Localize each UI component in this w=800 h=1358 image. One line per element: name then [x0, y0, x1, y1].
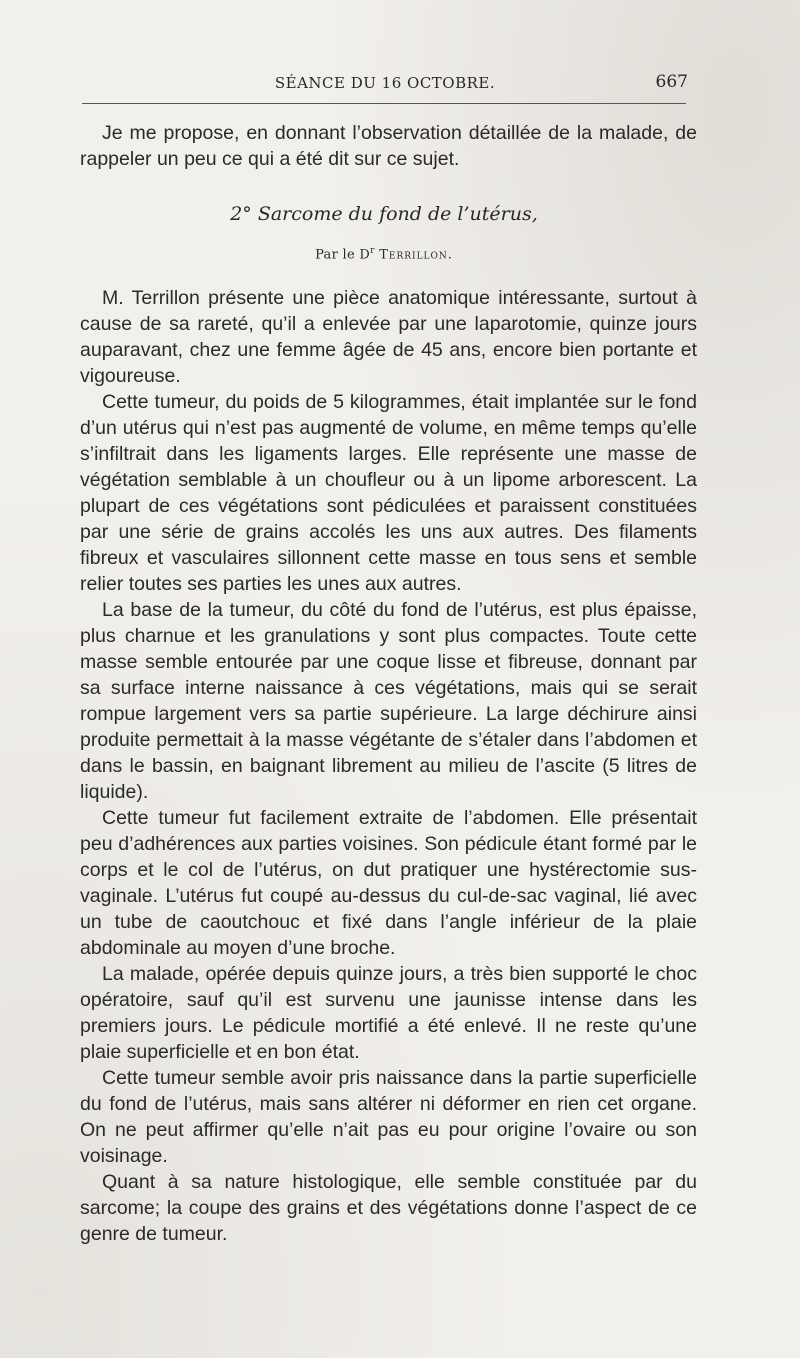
author-prefix: Par le D — [315, 247, 371, 263]
paragraph-4: Cette tumeur fut facilement extraite de l’abdomen. Elle présentait peu d’adhérences aux parties voisines. Son pédicule étant formé par le corps et le col de l’utérus, on dut pratiquer une hystérectomie sus-vaginale. L’utérus fut coupé au-dessus du cul-de-sac vaginal, lié avec un tube de caoutchouc et fixé dans l’angle inférieur de la plaie abdominale au moyen d’une broche. — [80, 807, 697, 959]
running-head — [82, 70, 688, 100]
paragraph-3: La base de la tumeur, du côté du fond de l’utérus, est plus épaisse, plus charnue et les granulations y sont plus compactes. Toute cette masse semble entourée par une coque lisse et fibreuse, donnant par sa surface interne naissance à ces végétations, mais qui se serait rompue largement vers sa partie supérieure. La large déchirure ainsi produite permettait à la masse végétante de s’étaler dans l’abdomen et dans le bassin, en baignant librement au milieu de l’ascite (5 litres de liquide). — [80, 599, 697, 803]
paragraph-1: M. Terrillon présente une pièce anatomique intéressante, surtout à cause de sa rareté, qu’il a enlevée par une laparotomie, quinze jours auparavant, chez une femme âgée de 45 ans, encore bien portante et vigoureuse. — [80, 287, 697, 387]
header-rule — [82, 103, 686, 104]
section-heading: 2° Sarcome du fond de l’utérus, — [230, 203, 538, 225]
paragraph-5: La malade, opérée depuis quinze jours, a très bien supporté le choc opératoire, sauf qu’il est survenu une jaunisse intense dans les premiers jours. Le pédicule mortifié a été enlevé. Il ne reste qu’une plaie superficielle et en bon état. — [80, 963, 697, 1063]
paragraph-2: Cette tumeur, du poids de 5 kilogrammes, était implantée sur le fond d’un utérus qui n’est pas augmenté de volume, en même temps qu’elle s’infiltrait dans les ligaments larges. Elle représente une masse de végétation semblable à un choufleur ou à un lipome arborescent. La plupart de ces végétations sont pédiculées et paraissent constituées par une série de grains accolés les uns aux autres. Des filaments fibreux et vasculaires sillonnent cette masse en tous sens et semble relier toutes ses parties les unes aux autres. — [80, 391, 697, 595]
intro-paragraph: Je me propose, en donnant l’observation détaillée de la malade, de rappeler un peu ce qui a été dit sur ce sujet. — [80, 122, 697, 170]
intro-block — [80, 120, 697, 172]
author-title-sup: r — [370, 246, 375, 256]
author-name: Terrillon. — [379, 247, 453, 263]
paragraph-6: Cette tumeur semble avoir pris naissance dans la partie superficielle du fond de l’utérus, mais sans altérer ni déformer en rien cet organe. On ne peut affirmer qu’elle n’ait pas eu pour origine l’ovaire ou son voisinage. — [80, 1067, 697, 1167]
article-body — [80, 285, 697, 1247]
paragraph-7: Quant à sa nature histologique, elle semble constituée par du sarcome; la coupe des grains et des végétations donne l’aspect de ce genre de tumeur. — [80, 1171, 697, 1245]
page-number: 667 — [655, 72, 688, 92]
author-line — [82, 246, 686, 262]
running-title: SÉANCE DU 16 OCTOBRE. — [274, 74, 496, 92]
